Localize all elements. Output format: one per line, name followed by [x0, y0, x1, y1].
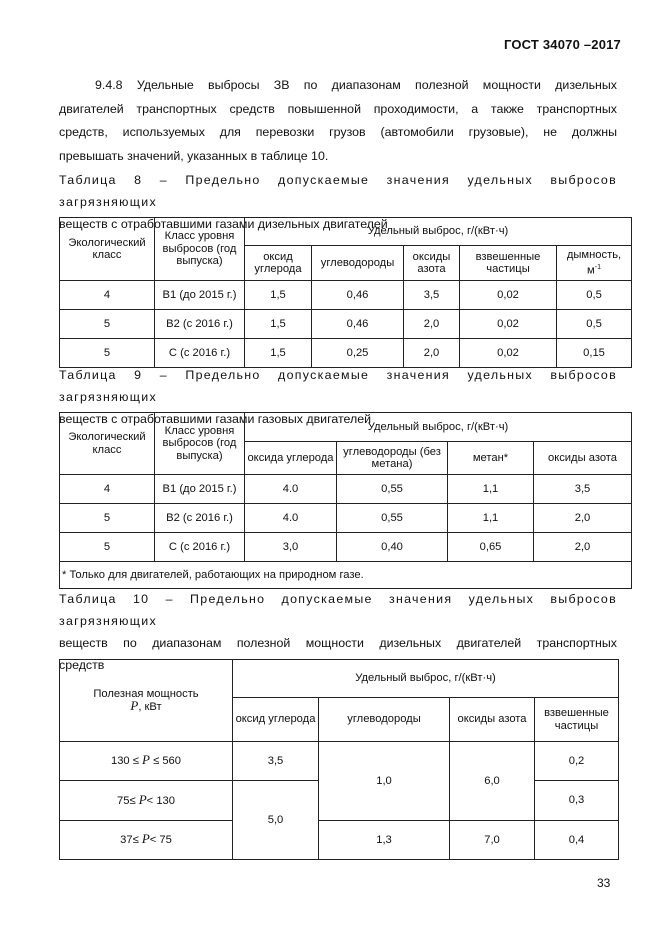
- table-row: [60, 821, 619, 860]
- table-cell: 1,5: [245, 281, 312, 310]
- intro-paragraph: [59, 74, 617, 168]
- table10-range-2: [60, 781, 233, 821]
- intro-line-1: 9.4.8 Удельные выбросы ЗВ по диапазонам полезной мощности дизельных: [95, 78, 617, 92]
- table9-col-nox: оксиды азота: [534, 442, 632, 475]
- table-cell: 4.0: [245, 475, 337, 504]
- table8-header-class: Экологический класс: [60, 218, 155, 281]
- table9-header-group: Удельный выброс, г/(кВт·ч): [245, 413, 632, 442]
- table-cell: 0,5: [557, 281, 632, 310]
- range-var: P: [138, 791, 147, 807]
- table10-header-power: [60, 660, 233, 742]
- table-cell: 0,02: [460, 339, 557, 368]
- range-var: P: [141, 831, 150, 847]
- table10-col-hc: углеводороды: [319, 698, 450, 742]
- range-op: <: [146, 794, 154, 807]
- table-cell: 3,0: [245, 533, 337, 562]
- table-cell: 3,5: [534, 475, 632, 504]
- table-cell: 1,5: [245, 310, 312, 339]
- table8-col-nox: оксиды азота: [404, 246, 460, 281]
- table10-col-pm: взвешенные частицы: [535, 698, 619, 742]
- range-op: ≤: [132, 755, 139, 768]
- range-op: ≤: [129, 794, 136, 807]
- range-low: 75: [117, 794, 130, 807]
- table9-col-hc: углеводороды (без метана): [337, 442, 448, 475]
- table8-col-smoke-exp: -1: [594, 263, 601, 271]
- table9-col-methane: метан*: [448, 442, 534, 475]
- table-cell: 7,0: [450, 821, 535, 860]
- intro-line-3: средств, используемых для перевозки грузов (автомобили грузовые), не должны: [59, 125, 617, 139]
- table-row: [60, 742, 619, 781]
- table-row: [60, 475, 632, 504]
- table-cell: 0,15: [557, 339, 632, 368]
- table9-footnote: * Только для двигателей, работающих на природном газе.: [60, 562, 632, 589]
- table-cell: 0,55: [337, 475, 448, 504]
- range-low: 130: [110, 755, 130, 768]
- table-cell: 0,25: [312, 339, 404, 368]
- table-cell: 1,5: [245, 339, 312, 368]
- table-cell: С (с 2016 г.): [155, 339, 245, 368]
- table10-caption-line1: Таблица 10 – Предельно допускаемые значения удельных выбросов загрязняющих: [59, 592, 617, 628]
- range-high: 130: [156, 794, 175, 807]
- table10-range-3: [60, 821, 233, 860]
- range-high: 560: [162, 755, 181, 768]
- intro-line-4: превышать значений, указанных в таблице 10.: [59, 148, 329, 163]
- range-op: ≤: [153, 755, 160, 768]
- table-cell: 1,0: [319, 742, 450, 821]
- table8-header-group: Удельный выброс, г/(кВт·ч): [245, 218, 632, 246]
- table10-col-nox: оксиды азота: [450, 698, 535, 742]
- table8-col-smoke-unit: м: [587, 264, 595, 277]
- document-code: ГОСТ 34070 –2017: [503, 37, 621, 52]
- table8-col-smoke: [557, 246, 632, 281]
- table10-caption-line3: средств: [59, 658, 105, 672]
- table-cell: 4.0: [245, 504, 337, 533]
- table-cell: 0,2: [535, 742, 619, 781]
- table8-col-co: оксид углерода: [245, 246, 312, 281]
- table-cell: 2,0: [534, 504, 632, 533]
- table-cell: 5: [60, 310, 155, 339]
- table10-header-group: Удельный выброс, г/(кВт·ч): [233, 660, 619, 698]
- table10-header-power-unit: , кВт: [138, 701, 162, 713]
- table-cell: 0,40: [337, 533, 448, 562]
- table-cell: 2,0: [404, 339, 460, 368]
- table-cell: В1 (до 2015 г.): [155, 475, 245, 504]
- table-cell: В1 (до 2015 г.): [155, 281, 245, 310]
- table-row: [60, 504, 632, 533]
- table-cell: 0,46: [312, 281, 404, 310]
- table10: [59, 659, 619, 860]
- table10-header-power-var: P: [130, 698, 139, 713]
- table-cell: 1,3: [319, 821, 450, 860]
- table-cell: 0,4: [535, 821, 619, 860]
- range-op: ≤: [132, 834, 139, 847]
- table9-caption-line2: веществ с отработавшими газами газовых двигателей: [59, 412, 372, 426]
- table-cell: 4: [60, 475, 155, 504]
- table9-col-co: оксида углерода: [245, 442, 337, 475]
- table-cell: 0,3: [535, 781, 619, 821]
- table10-header-power-label: Полезная мощность: [93, 687, 199, 700]
- table-cell: 2,0: [534, 533, 632, 562]
- table-cell: 4: [60, 281, 155, 310]
- table-cell: 0,02: [460, 310, 557, 339]
- page-number: 33: [597, 876, 611, 890]
- table9-caption-line1: Таблица 9 – Предельно допускаемые значения удельных выбросов загрязняющих: [59, 368, 617, 404]
- range-op: <: [149, 834, 157, 847]
- table-cell: 5: [60, 533, 155, 562]
- table-cell: 0,46: [312, 310, 404, 339]
- table8: [59, 217, 632, 368]
- table-row: [60, 533, 632, 562]
- range-low: 37: [120, 834, 133, 847]
- table-cell: 0,55: [337, 504, 448, 533]
- table-cell: 5: [60, 504, 155, 533]
- table8-caption-line2: веществ с отработавшими газами дизельных двигателей: [59, 217, 388, 231]
- table8-caption-line1: Таблица 8 – Предельно допускаемые значения удельных выбросов загрязняющих: [59, 173, 617, 209]
- table-cell: 2,0: [404, 310, 460, 339]
- table-cell: 5,0: [233, 781, 319, 860]
- table10-col-co: оксид углерода: [233, 698, 319, 742]
- table8-col-pm: взвешенные частицы: [460, 246, 557, 281]
- table-cell: С (с 2016 г.): [155, 533, 245, 562]
- table9-header-level: Класс уровня выбросов (год выпуска): [155, 413, 245, 475]
- range-high: 75: [159, 834, 172, 847]
- table-cell: 5: [60, 339, 155, 368]
- table-cell: 1,1: [448, 475, 534, 504]
- table-cell: 0,5: [557, 310, 632, 339]
- table8-header-level: Класс уровня выбросов (год выпуска): [155, 218, 245, 281]
- table-row: [60, 281, 632, 310]
- table-cell: В2 (с 2016 г.): [155, 310, 245, 339]
- table9: [59, 412, 632, 589]
- table8-col-smoke-label: дымность,: [566, 249, 622, 262]
- table-cell: 0,02: [460, 281, 557, 310]
- table9-header-class: Экологический класс: [60, 413, 155, 475]
- table10-caption-line2: веществ по диапазонам полезной мощности дизельных двигателей транспортных: [59, 636, 617, 650]
- table10-range-1: [60, 742, 233, 781]
- table-cell: 3,5: [233, 742, 319, 781]
- range-var: P: [142, 752, 150, 768]
- table-cell: 0,65: [448, 533, 534, 562]
- table8-col-hc: углеводороды: [312, 246, 404, 281]
- table-cell: 6,0: [450, 742, 535, 821]
- table-cell: 1,1: [448, 504, 534, 533]
- table-cell: 3,5: [404, 281, 460, 310]
- table-cell: В2 (с 2016 г.): [155, 504, 245, 533]
- table-row: [60, 310, 632, 339]
- intro-line-2: двигателей транспортных средств повышенной проходимости, а также транспортных: [59, 101, 617, 116]
